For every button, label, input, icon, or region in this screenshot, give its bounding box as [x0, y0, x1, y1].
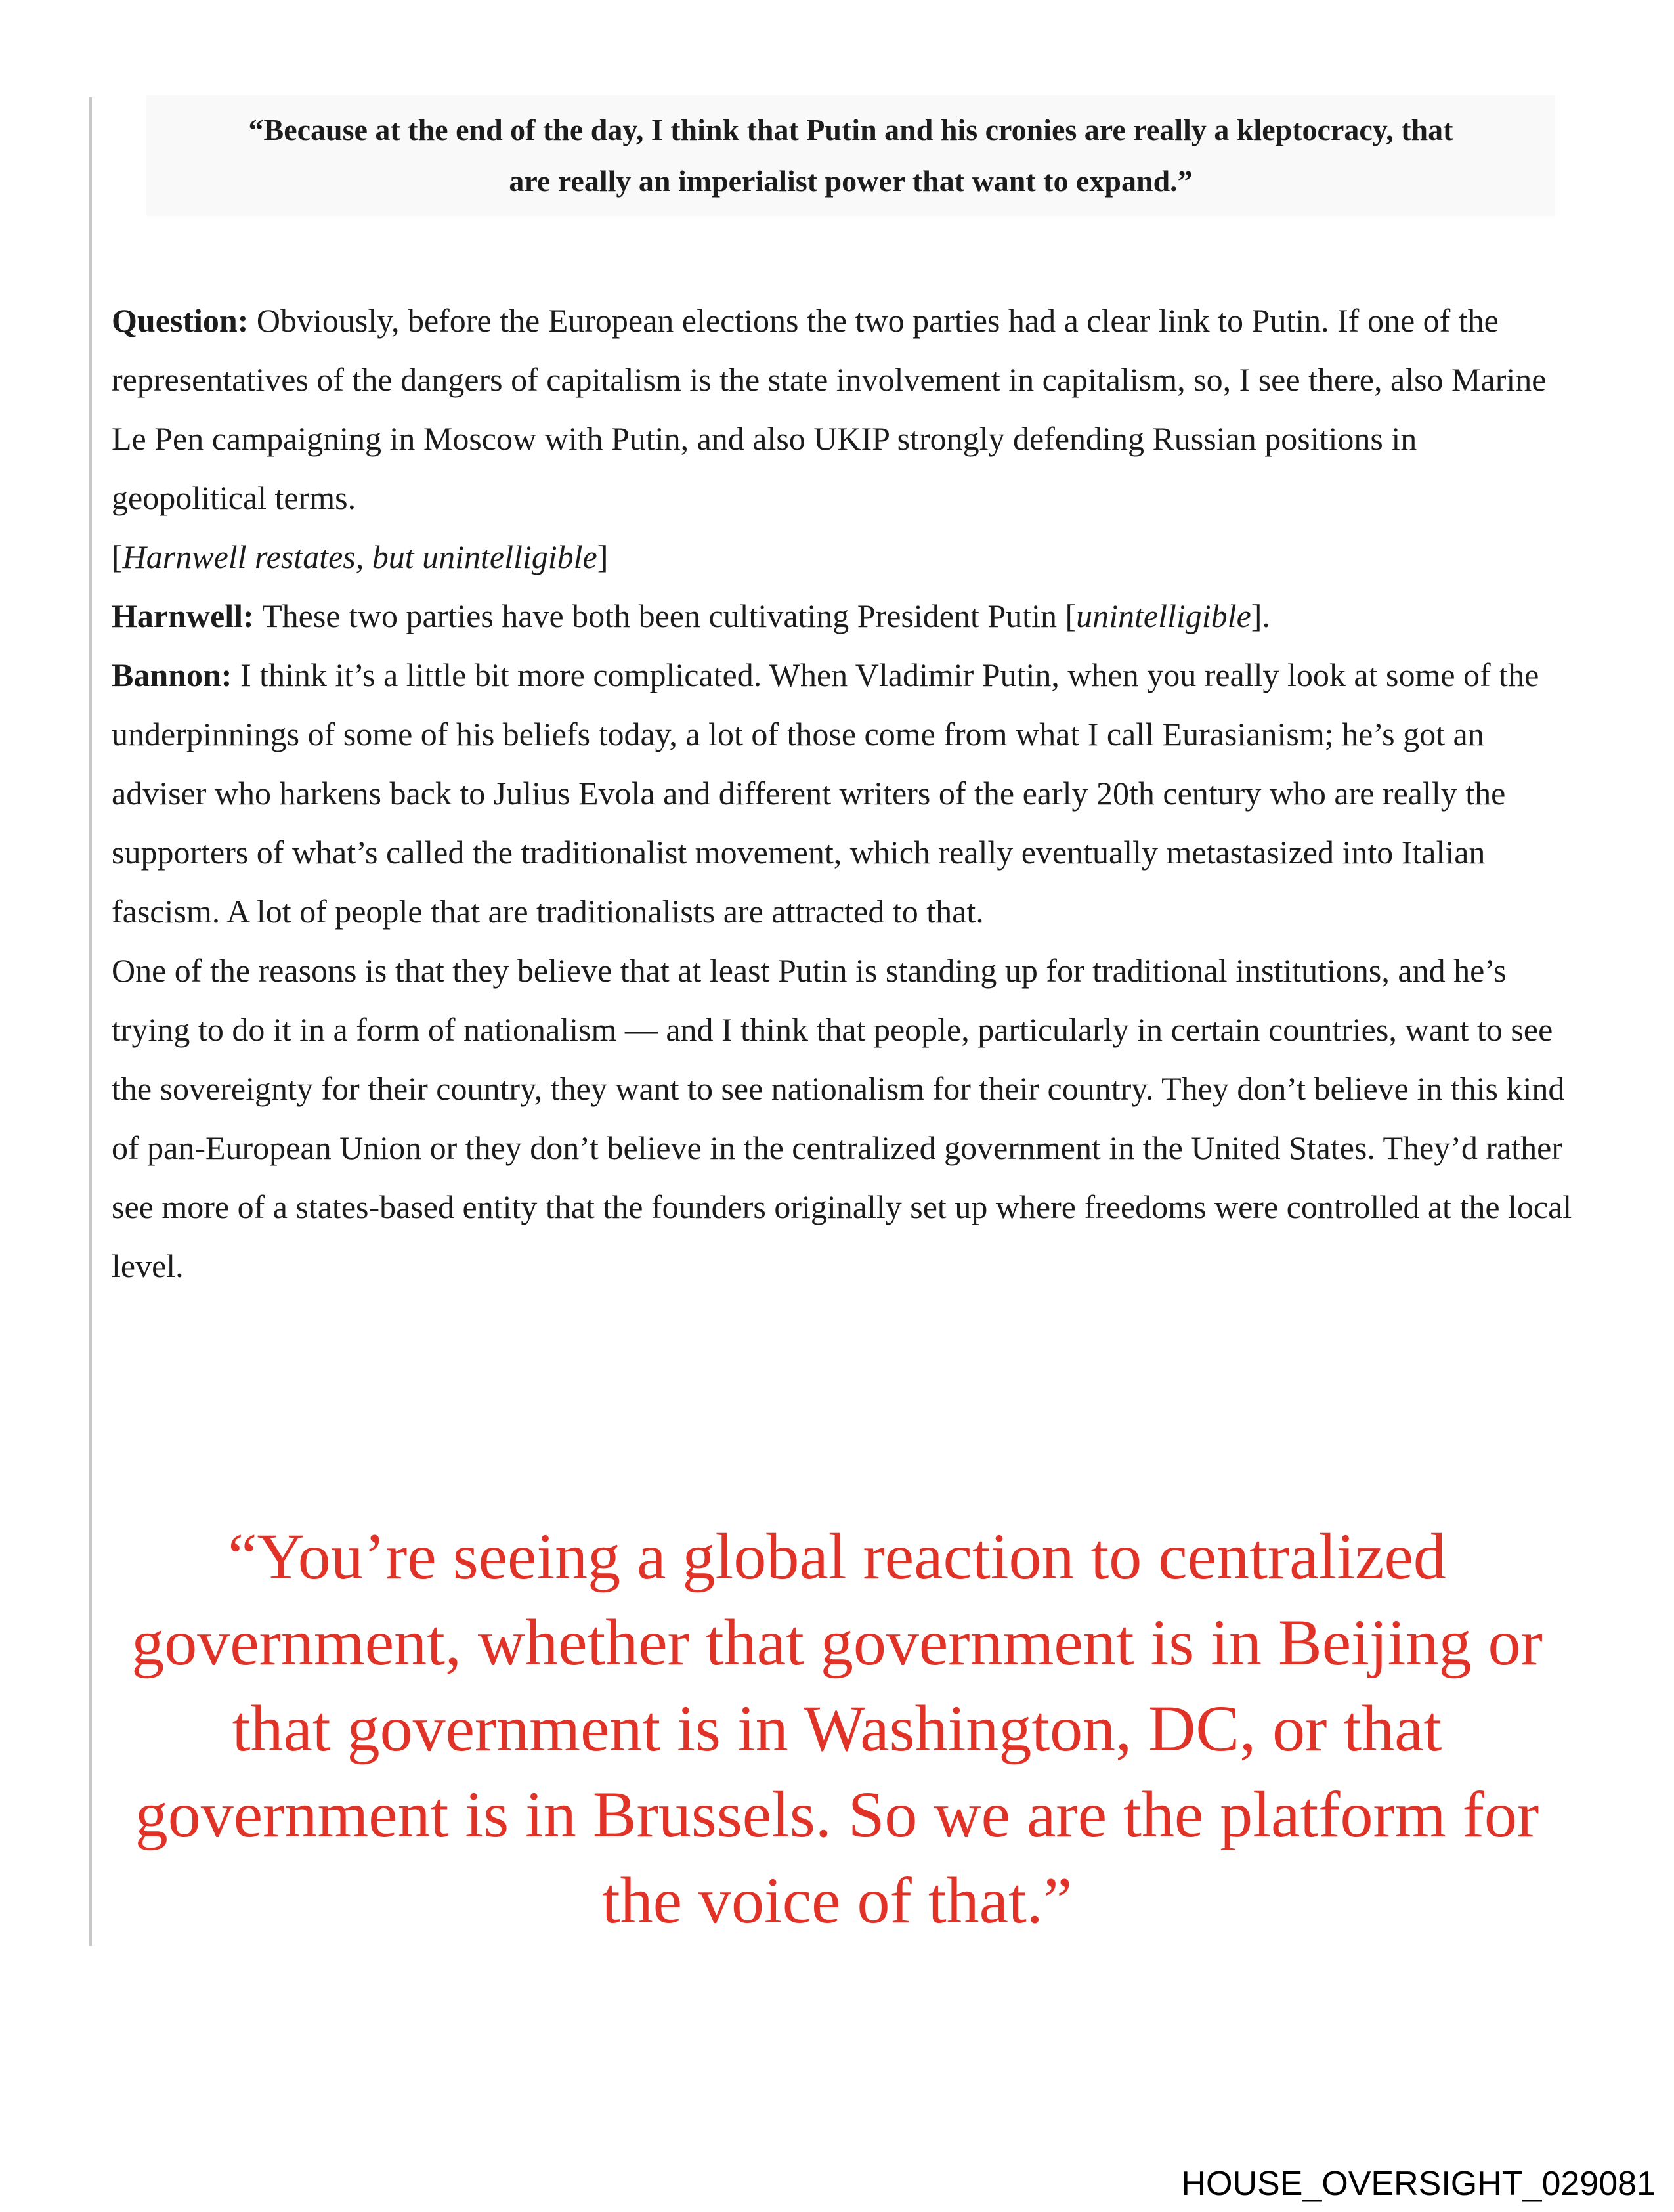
- text-run: ]: [597, 538, 609, 575]
- text-run: Bannon:: [112, 657, 240, 693]
- paragraph: [112, 527, 1577, 586]
- transcript: [112, 291, 1577, 1295]
- text-run: unintelligible: [1076, 597, 1251, 634]
- red-pull-quote: “You’re seeing a global reaction to centralized government, whether that government is in Beijing or that government is in Washington, DC, or that government is in Brussels. So we are the platform for the voice of that.”: [131, 1520, 1543, 1937]
- text-run: Harnwell:: [112, 597, 263, 634]
- left-margin-rule: [89, 97, 92, 1946]
- text-run: Harnwell restates, but unintelligible: [122, 538, 597, 575]
- paragraph: [112, 586, 1577, 645]
- text-run: Question:: [112, 302, 257, 339]
- text-run: These two parties have both been cultivating President Putin [: [262, 597, 1077, 634]
- paragraph: [112, 645, 1577, 941]
- paragraph: [112, 941, 1577, 1295]
- paragraph: [112, 291, 1577, 527]
- text-run: [: [112, 538, 123, 575]
- top-pull-quote: “Because at the end of the day, I think that Putin and his cronies are really a kleptocracy, that are really an imperialist power that want to expand.”: [146, 95, 1555, 216]
- text-run: I think it’s a little bit more complicated. When Vladimir Putin, when you really look at some of the underpinnings of some of his beliefs today, a lot of those come from what I call Eurasianism; he’s got an adviser who harkens back to Julius Evola and different writers of the early 20th century who are really the supporters of what’s called the traditionalist movement, which really eventually metastasized into Italian fascism. A lot of people that are traditionalists are attracted to that.: [112, 657, 1539, 930]
- text-run: Obviously, before the European elections the two parties had a clear link to Putin. If one of the representatives of the dangers of capitalism is the state involvement in capitalism, so, I see there, also Marine Le Pen campaigning in Moscow with Putin, and also UKIP strongly defending Russian positions in geopolitical terms.: [112, 302, 1547, 516]
- text-run: One of the reasons is that they believe that at least Putin is standing up for traditional institutions, and he’s trying to do it in a form of nationalism — and I think that people, particularly in certain countries, want to see the sovereignty for their country, they want to see nationalism for their country. They don’t believe in this kind of pan-European Union or they don’t believe in the centralized government in the United States. They’d rather see more of a states-based entity that the founders originally set up where freedoms were controlled at the local level.: [112, 952, 1572, 1284]
- text-run: ].: [1251, 597, 1270, 634]
- bates-number: HOUSE_OVERSIGHT_029081: [1181, 2165, 1656, 2203]
